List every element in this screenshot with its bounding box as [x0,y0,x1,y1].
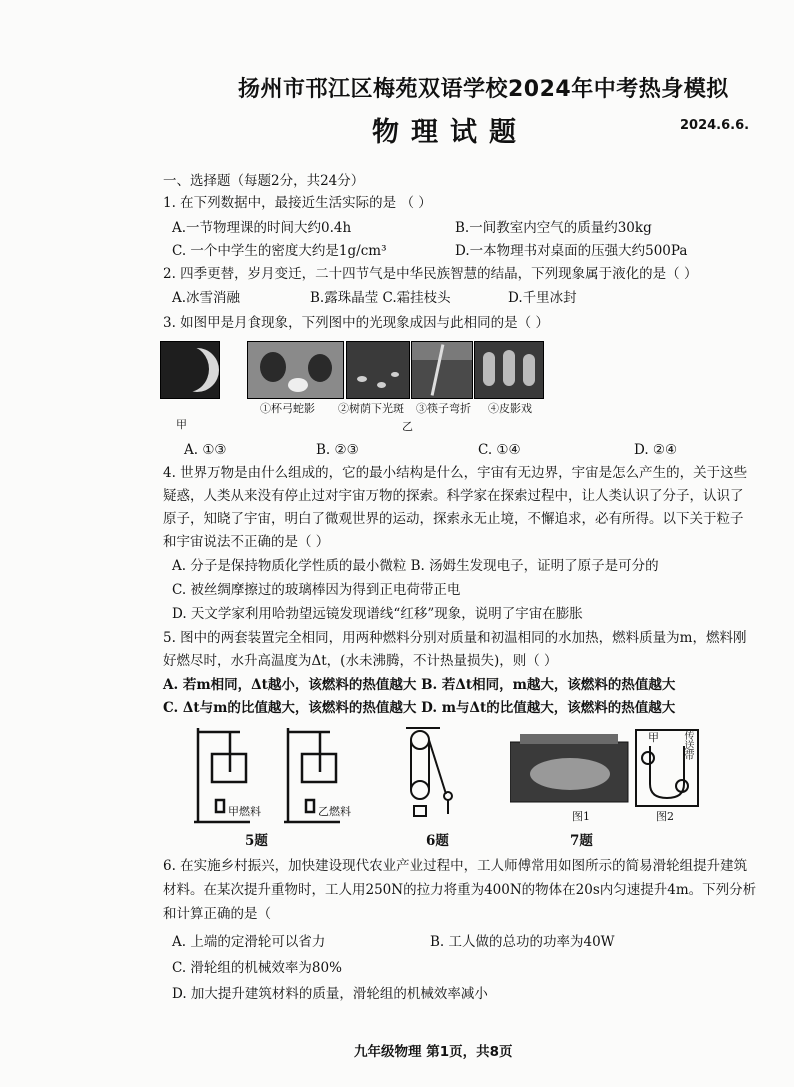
q2-option-a: A.冰雪消融 [172,290,241,306]
q1-option-a: A.一节物理课的时间大约0.4h [172,220,352,236]
q4-line3: 原子，知晓了宇宙，明白了微观世界的运动，探索永无止境，不懈追求，必有所得。以下关于粒子 [163,511,744,527]
lunar-eclipse-photo [160,341,220,399]
q2-option-bc: B.露珠晶莹 C.霜挂枝头 [310,290,451,306]
belt-conveyor-fig1 [510,730,630,808]
pulley-diagram [400,724,464,824]
q6-option-a: A. 上端的定滑轮可以省力 [172,934,326,950]
fig7-label: 7题 [570,833,593,849]
tree-shadow-photo [346,341,410,399]
q2-option-d: D.千里冰封 [508,290,577,306]
q1-option-d: D.一本物理书对桌面的压强大约500Pa [455,243,688,259]
caption-3: ③筷子弯折 [416,402,471,415]
cup-snake-photo [247,341,344,399]
q5-line1: 5. 图中的两套装置完全相同，用两种燃料分别对质量和初温相同的水加热，燃料质量为m，燃料刚 [163,630,747,646]
section-heading: 一、选择题（每题2分，共24分） [163,173,365,189]
q3-option-b: B. ②③ [316,442,359,458]
page-footer: 九年级物理 第1页，共8页 [354,1044,513,1060]
q6-option-c: C. 滑轮组的机械效率为80% [172,960,342,976]
subject-title: 物理试题 [372,117,528,148]
q1-option-b: B.一间教室内空气的质量约30kg [455,220,652,236]
q4-option-d: D. 天文学家利用哈勃望远镜发现谱线“红移”现象，说明了宇宙在膨胀 [172,606,583,622]
caption-4: ④皮影戏 [488,402,532,415]
q6-line1: 6. 在实施乡村振兴，加快建设现代农业产业过程中，工人师傅常用如图所示的简易滑轮组提升建筑 [163,858,748,874]
q3-option-d: D. ②④ [634,442,678,458]
q5-option-cd: C. Δt与m的比值越大，该燃料的热值越大 D. m与Δt的比值越大，该燃料的热值越大 [163,700,676,716]
fig5-label: 5题 [245,833,268,849]
q4-option-ab: A. 分子是保持物质化学性质的最小微粒 B. 汤姆生发现电子，证明了原子是可分的 [172,558,659,574]
q1-stem: 1. 在下列数据中，最接近生活实际的是 （ ） [163,195,432,211]
q3-option-a: A. ①③ [184,442,227,458]
fuel-jia-label: 甲燃料 [228,805,261,818]
q3-option-c: C. ①④ [478,442,521,458]
fig-jia-label: 甲 [648,731,659,744]
fuel-apparatus-diagram [190,722,390,830]
q2-stem: 2. 四季更替，岁月变迁，二十四节气是中华民族智慧的结晶，下列现象属于液化的是（ ） [163,266,698,282]
school-title: 扬州市邗江区梅苑双语学校2024年中考热身模拟 [238,77,729,102]
fig2-label: 图2 [656,810,674,823]
fuel-yi-label: 乙燃料 [318,805,351,818]
q5-option-ab: A. 若m相同，Δt越小，该燃料的热值越大 B. 若Δt相同，m越大，该燃料的热值越大 [163,677,676,693]
q4-option-c: C. 被丝绸摩擦过的玻璃棒因为得到正电荷带正电 [172,582,461,598]
q6-option-b: B. 工人做的总功的功率为40W [430,934,615,950]
caption-2: ②树荫下光斑 [338,402,404,415]
shadow-play-photo [474,341,544,399]
caption-1: ①杯弓蛇影 [260,402,315,415]
q1-option-c: C. 一个中学生的密度大约是1g/cm³ [172,243,387,259]
q6-line3: 和计算正确的是（ [163,906,271,922]
fig1-label: 图1 [572,810,590,823]
q4-line1: 4. 世界万物是由什么组成的，它的最小结构是什么，宇宙有无边界，宇宙是怎么产生的，关于这些 [163,465,748,481]
q4-line4: 和宇宙说法不正确的是（ ） [163,534,330,550]
fig-label-yi: 乙 [402,420,413,433]
fig6-label: 6题 [426,833,449,849]
fig-label-jia: 甲 [176,418,187,431]
exam-date: 2024.6.6. [680,118,750,133]
chopsticks-photo [411,341,473,399]
belt-label: 传送带 [682,730,693,760]
q3-stem: 3. 如图甲是月食现象，下列图中的光现象成因与此相同的是（ ） [163,315,549,331]
q6-line2: 材料。在某次提升重物时，工人用250N的拉力将重为400N的物体在20s内匀速提升4m。下列分析 [163,882,757,898]
q6-option-d: D. 加大提升建筑材料的质量，滑轮组的机械效率减小 [172,986,488,1002]
q5-line2: 好燃尽时，水升高温度为Δt，(水未沸腾，不计热量损失)，则（ ） [163,653,558,669]
q4-line2: 疑惑，人类从来没有停止过对宇宙万物的探索。科学家在探索过程中，让人类认识了分子，认识了 [163,488,744,504]
